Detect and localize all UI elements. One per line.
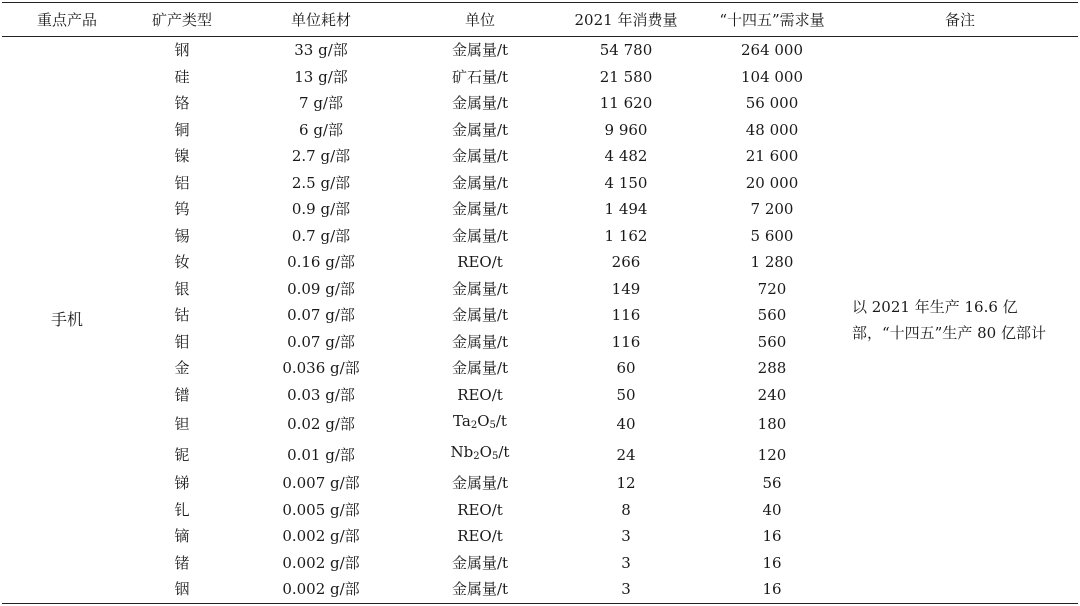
unit-cell: 金属量/t	[451, 147, 509, 166]
demand-14th-cell: 288	[757, 359, 787, 378]
mineral-cell: 钢	[174, 41, 190, 60]
consumption-2021-cell: 11 620	[599, 94, 653, 113]
unit-formula-subscript: 5	[491, 451, 499, 462]
consumption-2021-cell: 12	[616, 474, 636, 493]
consumption-2021-cell: 60	[616, 359, 636, 378]
demand-14th-cell: 16	[762, 553, 782, 572]
mineral-cell: 银	[174, 279, 190, 298]
consumption-per-unit-cell: 0.005 g/部	[282, 500, 360, 519]
unit-cell: 金属量/t	[451, 359, 509, 378]
mineral-cell: 铜	[174, 120, 190, 139]
consumption-per-unit-cell: 33 g/部	[294, 41, 348, 60]
mineral-cell: 镨	[174, 385, 190, 404]
consumption-2021-cell: 40	[616, 414, 636, 433]
consumption-2021-cell: 116	[611, 306, 641, 325]
header-note: 备注	[944, 11, 975, 29]
unit-cell	[410, 408, 550, 439]
consumption-per-unit-cell: 6 g/部	[299, 120, 343, 139]
mineral-demand-table	[2, 2, 1078, 604]
consumption-per-unit-cell: 0.036 g/部	[282, 359, 360, 378]
consumption-2021-cell: 9 960	[604, 120, 648, 139]
header-row	[2, 3, 1078, 37]
consumption-per-unit-cell: 0.09 g/部	[287, 279, 355, 298]
unit-cell: REO/t	[457, 385, 503, 404]
demand-14th-cell: 20 000	[745, 173, 799, 192]
demand-14th-cell: 1 280	[750, 253, 794, 272]
consumption-per-unit-cell: 2.7 g/部	[291, 147, 351, 166]
header-demand-14th-plan: “十四五”需求量	[719, 11, 825, 29]
demand-14th-cell: 5 600	[750, 226, 794, 245]
consumption-2021-cell: 149	[611, 279, 641, 298]
consumption-per-unit-cell: 2.5 g/部	[291, 173, 351, 192]
mineral-cell: 钨	[174, 200, 190, 219]
consumption-per-unit-cell: 0.002 g/部	[282, 580, 360, 599]
unit-cell: 金属量/t	[451, 120, 509, 139]
unit-cell: 金属量/t	[451, 226, 509, 245]
consumption-per-unit-cell: 0.01 g/部	[287, 445, 355, 464]
mineral-cell: 锑	[174, 474, 190, 493]
unit-cell: 金属量/t	[451, 306, 509, 325]
consumption-per-unit-cell: 0.9 g/部	[291, 200, 351, 219]
consumption-per-unit-cell: 0.16 g/部	[287, 253, 355, 272]
header-consumption-per-unit: 单位耗材	[290, 11, 351, 29]
unit-formula-base: Ta	[453, 412, 471, 430]
mineral-cell: 硅	[174, 67, 190, 86]
demand-14th-cell: 240	[757, 385, 787, 404]
unit-formula-subscript: 2	[470, 420, 478, 431]
consumption-per-unit-cell: 0.002 g/部	[282, 527, 360, 546]
table-header	[2, 3, 1078, 37]
demand-14th-cell: 16	[762, 527, 782, 546]
unit-formula-oxygen: O	[477, 412, 490, 430]
unit-cell: 金属量/t	[451, 332, 509, 351]
consumption-per-unit-cell: 0.7 g/部	[291, 226, 351, 245]
consumption-2021-cell: 54 780	[599, 41, 653, 60]
mineral-cell: 锗	[174, 553, 190, 572]
header-mineral-type: 矿产类型	[151, 11, 212, 29]
mineral-cell: 金	[174, 359, 190, 378]
mineral-cell: 镍	[174, 147, 190, 166]
mineral-cell: 锡	[174, 226, 190, 245]
header-product: 重点产品	[36, 11, 97, 29]
mineral-cell: 镝	[174, 527, 190, 546]
consumption-2021-cell: 116	[611, 332, 641, 351]
demand-14th-cell: 7 200	[750, 200, 794, 219]
consumption-per-unit-cell: 7 g/部	[299, 94, 343, 113]
consumption-2021-cell: 1 162	[604, 226, 648, 245]
mineral-cell: 铟	[174, 580, 190, 599]
demand-14th-cell: 560	[757, 306, 787, 325]
unit-cell: REO/t	[457, 253, 503, 272]
unit-formula-tail: /t	[498, 443, 510, 461]
consumption-2021-cell: 3	[621, 580, 631, 599]
demand-14th-cell: 56	[762, 474, 782, 493]
unit-formula-subscript: 5	[489, 420, 496, 431]
consumption-per-unit-cell: 0.03 g/部	[287, 385, 355, 404]
demand-14th-cell: 120	[757, 445, 787, 464]
consumption-per-unit-cell: 0.007 g/部	[282, 474, 360, 493]
unit-formula-oxygen: O	[479, 443, 492, 461]
consumption-2021-cell: 50	[616, 385, 636, 404]
unit-formula-subscript: 2	[473, 451, 480, 462]
demand-14th-cell: 16	[762, 580, 782, 599]
consumption-2021-cell: 24	[616, 445, 636, 464]
unit-cell: 金属量/t	[451, 173, 509, 192]
unit-cell: 金属量/t	[451, 200, 509, 219]
mineral-cell: 铬	[174, 94, 190, 113]
consumption-per-unit-cell: 0.002 g/部	[282, 553, 360, 572]
consumption-per-unit-cell: 0.07 g/部	[287, 306, 355, 325]
unit-formula-tail: /t	[495, 412, 507, 430]
table-row	[2, 37, 1078, 64]
unit-cell: 矿石量/t	[451, 67, 509, 86]
consumption-2021-cell: 8	[621, 500, 631, 519]
consumption-2021-cell: 3	[621, 553, 631, 572]
consumption-2021-cell: 4 482	[604, 147, 648, 166]
unit-cell: 金属量/t	[451, 474, 509, 493]
unit-formula-base: Nb	[450, 443, 474, 461]
header-unit: 单位	[464, 11, 495, 29]
consumption-2021-cell: 4 150	[604, 173, 648, 192]
table-body	[2, 37, 1078, 604]
demand-14th-cell: 56 000	[745, 94, 799, 113]
mineral-cell: 铌	[174, 445, 190, 464]
mineral-cell: 钴	[174, 306, 190, 325]
unit-cell	[410, 439, 550, 470]
note-cell: 以 2021 年生产 16.6 亿部，“十四五”生产 80 亿部计	[852, 297, 1046, 342]
header-consumption-2021: 2021 年消费量	[574, 11, 678, 29]
unit-cell: 金属量/t	[451, 553, 509, 572]
consumption-2021-cell: 21 580	[599, 67, 653, 86]
unit-cell: 金属量/t	[451, 580, 509, 599]
consumption-2021-cell: 1 494	[604, 200, 648, 219]
demand-14th-cell: 180	[757, 414, 787, 433]
unit-cell: REO/t	[457, 527, 503, 546]
unit-cell: 金属量/t	[451, 94, 509, 113]
unit-cell: 金属量/t	[451, 279, 509, 298]
consumption-2021-cell: 3	[621, 527, 631, 546]
mineral-cell: 铝	[174, 173, 190, 192]
mineral-cell: 钕	[174, 253, 190, 272]
demand-14th-cell: 560	[757, 332, 787, 351]
consumption-per-unit-cell: 0.07 g/部	[287, 332, 355, 351]
product-cell: 手机	[50, 309, 83, 329]
demand-14th-cell: 40	[762, 500, 782, 519]
demand-14th-cell: 48 000	[745, 120, 799, 139]
demand-14th-cell: 21 600	[745, 147, 799, 166]
mineral-cell: 钽	[174, 414, 190, 433]
unit-cell: 金属量/t	[451, 41, 509, 60]
mineral-cell: 钼	[174, 332, 190, 351]
unit-cell: REO/t	[457, 500, 503, 519]
mineral-cell: 钆	[174, 500, 190, 519]
demand-14th-cell: 264 000	[740, 41, 804, 60]
demand-14th-cell: 720	[757, 279, 787, 298]
consumption-per-unit-cell: 0.02 g/部	[287, 414, 355, 433]
demand-14th-cell: 104 000	[740, 67, 804, 86]
consumption-2021-cell: 266	[611, 253, 641, 272]
consumption-per-unit-cell: 13 g/部	[294, 67, 348, 86]
